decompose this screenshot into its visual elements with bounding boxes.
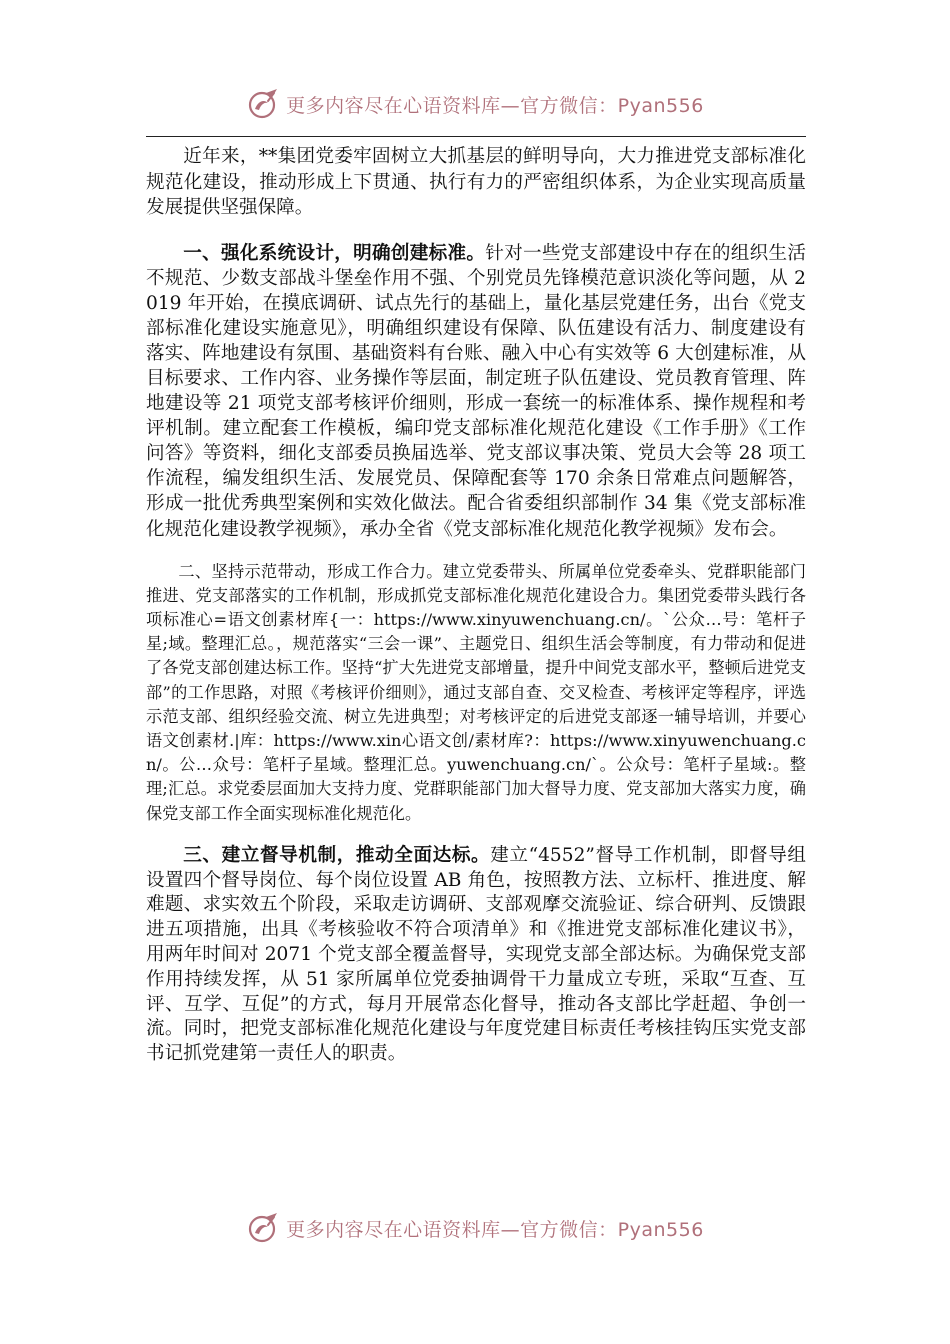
section-1-body: 针对一些党支部建设中存在的组织生活不规范、少数支部战斗堡垒作用不强、个别党员先锋模范意识淡化等问题，从 2019 年开始，在摸底调研、试点先行的基础上，量化基层党建任务，出台《党支部标准化建设实施意见》，明确组织建设有保障、队伍建设有活力、制度建设有落实、阵地建设有氛围、基础资料有台账、融入中心有实效等 6 大创建标准，从目标要求、工作内容、业务操作等层面，制定班子队伍建设、党员教育管理、阵地建设等 21 项党支部考核评价细则，形成一套统一的标准体系、操作规程和考评机制。建立配套工作模板，编印党支部标准化规范化建设《工作手册》《工作问答》等资料，细化支部委员换届选举、党支部议事决策、党员大会等 28 项工作流程，编发组织生活、发展党员、保障配套等 170 余条日常难点问题解答，形成一批优秀典型案例和实效化做法。配合省委组织部制作 34 集《党支部标准化规范化建设教学视频》，承办全省《党支部标准化规范化教学视频》发布会。 <box>146 242 806 540</box>
footer-banner-text: 更多内容尽在心语资料库—官方微信：Pyan556 <box>286 1218 704 1241</box>
section-3-body: 建立“4552”督导工作机制，即督导组设置四个督导岗位、每个岗位设置 AB 角色，按照教方法、立标杆、推进度、解难题、求实效五个阶段，采取走访调研、支部观摩交流验证、综合研判、反馈跟进五项措施，出具《考核验收不符合项清单》和《推进党支部标准化建议书》，用两年时间对 2071 个党支部全覆盖督导，实现党支部全部达标。为确保党支部作用持续发挥，从 51 家所属单位党委抽调骨干力量成立专班，采取“互查、互评、互学、互促”的方式，每月开展常态化督导，推动各支部比学赶超、争创一流。同时，把党支部标准化规范化建设与年度党建目标责任考核挂钩压实党支部书记抓党建第一责任人的职责。 <box>146 844 806 1065</box>
article-body <box>146 144 806 1067</box>
section-1-heading: 一、强化系统设计，明确创建标准。 <box>183 242 486 264</box>
paragraph-section-2: 二、坚持示范带动，形成工作合力。建立党委带头、所属单位党委牵头、党群职能部门推进、党支部落实的工作机制，形成抓党支部标准化规范化建设合力。集团党委带头践行各项标准心=语文创素材库{一：https://www.xinyuwenchuang.cn/。`公众…号：笔杆子星;域。整理汇总。，规范落实“三会一课”、主题党日、组织生活会等制度，有力带动和促进了各党支部创建达标工作。坚持“扩大先进党支部增量，提升中间党支部水平，整顿后进党支部”的工作思路，对照《考核评价细则》，通过支部自查、交叉检查、考核评定等程序，评选示范支部、组织经验交流、树立先进典型；对考核评定的后进党支部逐一辅导培训，并要心语文创素材.|库：https://www.xin心语文创/素材库?：https://www.xinyuwenchuang.cn/。公…众号：笔杆子星域。整理汇总。yuwenchuang.cn/`。公众号：笔杆子星域:。整理;汇总。求党委层面加大支持力度、党群职能部门加大督导力度、党支部加大落实力度，确保党支部工作全面实现标准化规范化。 <box>146 561 806 823</box>
header-banner-text: 更多内容尽在心语资料库—官方微信：Pyan556 <box>286 94 704 117</box>
paragraph-section-3 <box>146 844 806 1067</box>
pen-and-seal-logo-icon <box>246 1211 280 1245</box>
paragraph-section-1 <box>146 241 806 542</box>
paragraph-intro: 近年来，**集团党委牢固树立大抓基层的鲜明导向，大力推进党支部标准化规范化建设，推动形成上下贯通、执行有力的严密组织体系，为企业实现高质量发展提供坚强保障。 <box>146 146 806 218</box>
section-3-heading: 三、建立督导机制，推动全面达标。 <box>183 844 491 866</box>
pen-and-seal-logo-icon <box>246 87 280 121</box>
header-banner <box>0 84 950 124</box>
footer-banner <box>0 1208 950 1248</box>
header-divider <box>146 136 806 137</box>
